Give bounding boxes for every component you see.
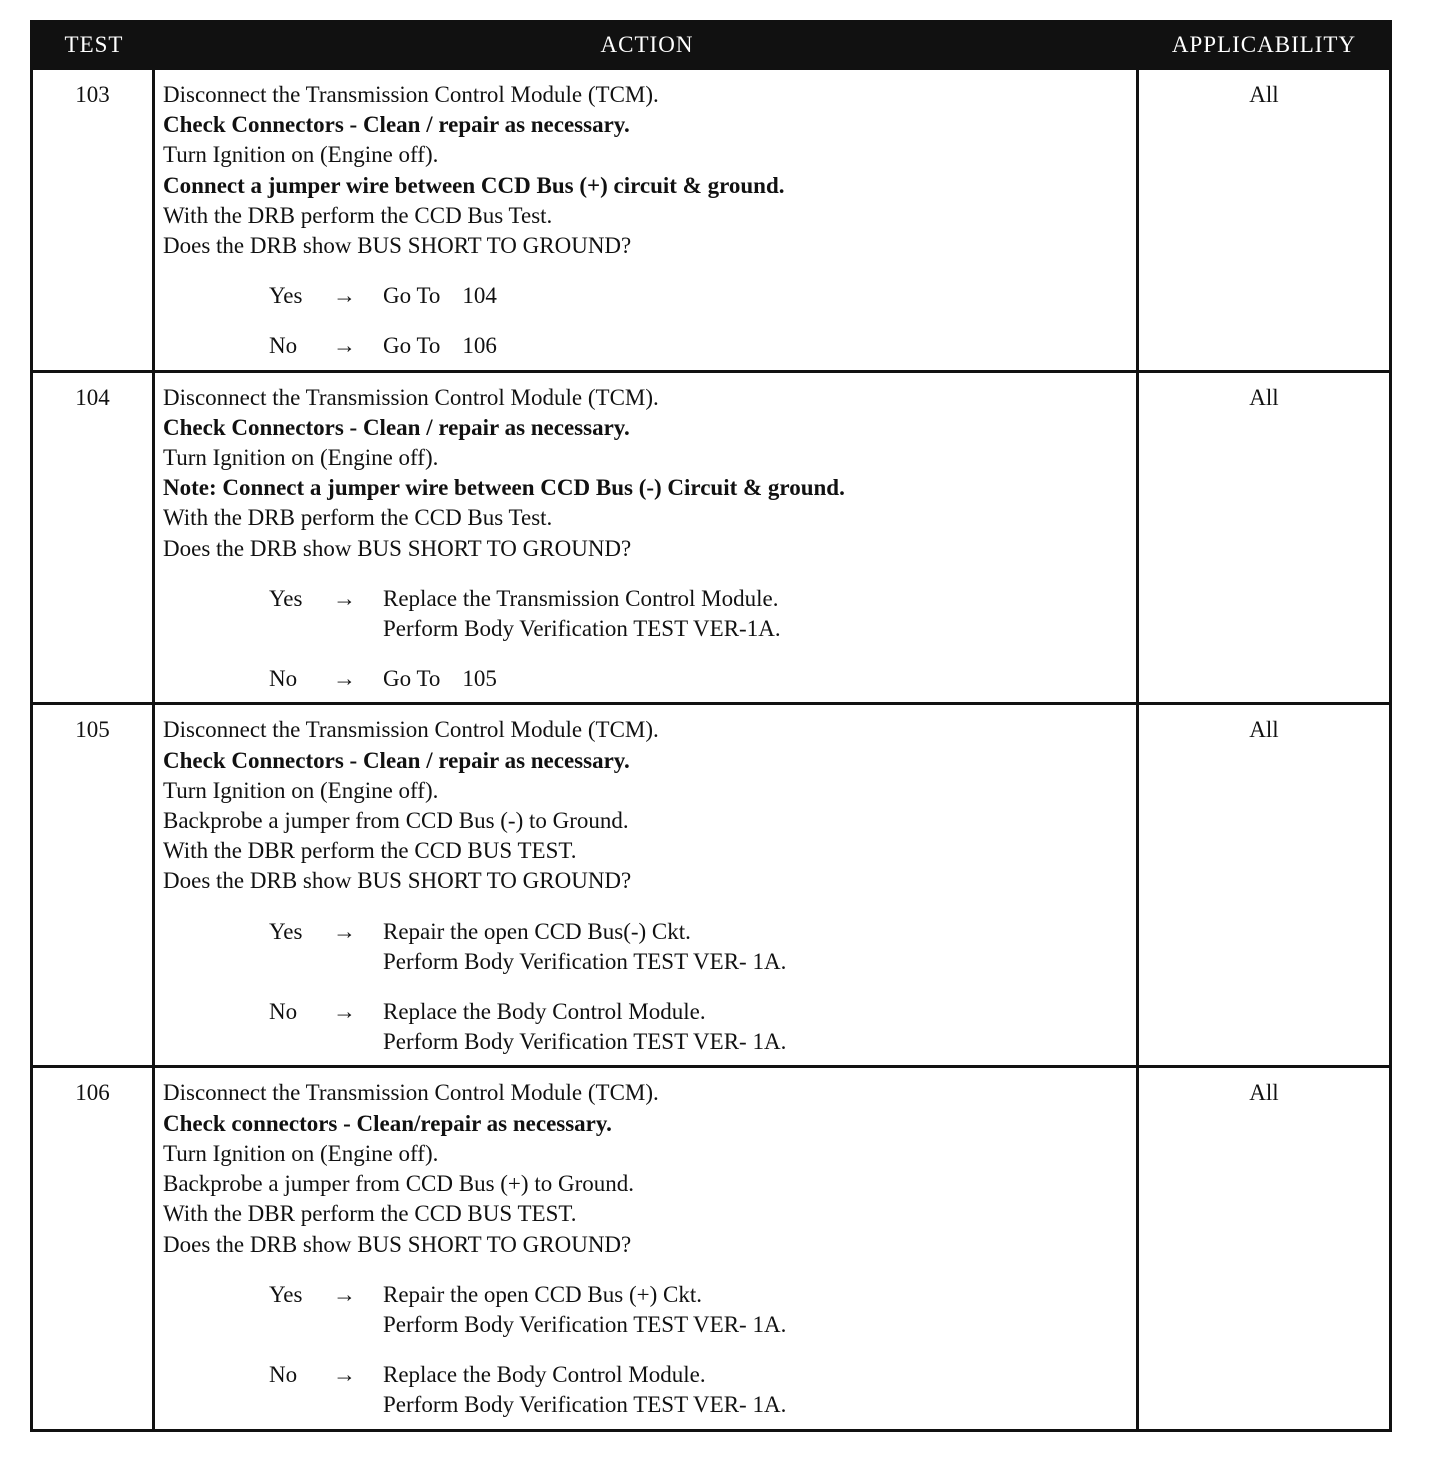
action-step: Does the DRB show BUS SHORT TO GROUND?: [163, 868, 632, 894]
goto-test-number: 105: [462, 666, 497, 692]
branch-result: [383, 584, 1136, 644]
branch-result: [383, 917, 1136, 977]
action-step: Does the DRB show BUS SHORT TO GROUND?: [163, 1231, 632, 1257]
action-step-bold: Note: Connect a jumper wire between CCD Bus (-) Circuit & ground.: [163, 475, 845, 501]
branch-result: [383, 1360, 1136, 1420]
branch-result: [383, 997, 1136, 1057]
applicability-value: All: [1249, 1080, 1279, 1106]
yes-branch: [163, 917, 1136, 977]
table-row: [33, 370, 1389, 703]
action-step: With the DBR perform the CCD BUS TEST.: [163, 838, 577, 864]
arrow-right-icon: →: [333, 918, 356, 944]
arrow-right-icon: →: [333, 283, 356, 309]
no-branch: [163, 997, 1136, 1057]
result-line: Perform Body Verification TEST VER- 1A.: [383, 948, 787, 974]
goto-label: Go To: [383, 283, 441, 309]
action-step: With the DRB perform the CCD Bus Test.: [163, 202, 553, 228]
yes-branch: [163, 1280, 1136, 1340]
result-line: Replace the Transmission Control Module.: [383, 585, 779, 611]
header-action: ACTION: [600, 32, 694, 57]
test-number: 106: [33, 1068, 155, 1428]
arrow-right-icon: →: [333, 333, 356, 359]
yes-branch: [163, 281, 1136, 311]
goto-label: Go To: [383, 666, 441, 692]
action-step: Turn Ignition on (Engine off).: [163, 445, 439, 471]
result-line: Repair the open CCD Bus(-) Ckt.: [383, 918, 691, 944]
applicability-value: All: [1249, 717, 1279, 743]
test-number: 103: [33, 70, 155, 370]
action-cell: [155, 373, 1139, 703]
action-step-bold: Check Connectors - Clean / repair as necessary.: [163, 414, 630, 440]
branch-answer: Yes: [269, 585, 303, 611]
action-step: Disconnect the Transmission Control Module (TCM).: [163, 82, 659, 107]
action-cell: [155, 1068, 1139, 1428]
no-branch: [163, 1360, 1136, 1420]
table-row: [33, 1065, 1389, 1428]
branch-answer: No: [269, 1362, 298, 1388]
goto-test-number: 104: [462, 283, 497, 309]
branch-answer: No: [269, 999, 298, 1025]
result-line: Repair the open CCD Bus (+) Ckt.: [383, 1281, 702, 1307]
result-line: Replace the Body Control Module.: [383, 999, 706, 1025]
action-step: Turn Ignition on (Engine off).: [163, 1140, 439, 1166]
yes-branch: [163, 584, 1136, 644]
action-step-bold: Check Connectors - Clean / repair as necessary.: [163, 112, 630, 138]
branch-result: [383, 664, 1136, 694]
branch-answer: No: [269, 666, 298, 692]
branch-answer: Yes: [269, 918, 303, 944]
result-line: Perform Body Verification TEST VER- 1A.: [383, 1029, 787, 1055]
action-step-bold: Check connectors - Clean/repair as necessary.: [163, 1110, 612, 1136]
goto-label: Go To: [383, 333, 441, 359]
branch-result: [383, 331, 1136, 361]
action-step: Turn Ignition on (Engine off).: [163, 142, 439, 168]
table-header: [33, 23, 1389, 67]
test-number: 105: [33, 705, 155, 1065]
branch-result: [383, 1280, 1136, 1340]
table-row: [33, 702, 1389, 1065]
action-step: Turn Ignition on (Engine off).: [163, 777, 439, 803]
result-line: Replace the Body Control Module.: [383, 1362, 706, 1388]
result-line: Perform Body Verification TEST VER-1A.: [383, 616, 781, 642]
action-step: With the DRB perform the CCD Bus Test.: [163, 505, 553, 531]
arrow-right-icon: →: [333, 585, 356, 611]
no-branch: [163, 331, 1136, 361]
action-step: Disconnect the Transmission Control Module (TCM).: [163, 717, 659, 743]
branch-result: [383, 281, 1136, 311]
no-branch: [163, 664, 1136, 694]
arrow-right-icon: →: [333, 1281, 356, 1307]
action-step: With the DBR perform the CCD BUS TEST.: [163, 1201, 577, 1227]
action-cell: [155, 70, 1139, 370]
table-body: [33, 67, 1389, 1429]
goto-test-number: 106: [462, 333, 497, 359]
arrow-right-icon: →: [333, 999, 356, 1025]
header-test: TEST: [64, 32, 124, 57]
arrow-right-icon: →: [333, 1362, 356, 1388]
applicability-value: All: [1249, 384, 1279, 410]
action-step: Disconnect the Transmission Control Module (TCM).: [163, 1080, 659, 1106]
header-applicability: APPLICABILITY: [1171, 32, 1357, 57]
action-step: Does the DRB show BUS SHORT TO GROUND?: [163, 535, 632, 561]
action-cell: [155, 705, 1139, 1065]
applicability-value: All: [1249, 82, 1279, 107]
branch-answer: Yes: [269, 1281, 303, 1307]
action-step: Backprobe a jumper from CCD Bus (+) to Ground.: [163, 1171, 634, 1197]
table-row: [33, 67, 1389, 370]
test-number: 104: [33, 373, 155, 703]
branch-answer: Yes: [269, 283, 303, 309]
result-line: Perform Body Verification TEST VER- 1A.: [383, 1392, 787, 1418]
action-step-bold: Connect a jumper wire between CCD Bus (+) circuit & ground.: [163, 172, 785, 198]
branch-answer: No: [269, 333, 298, 359]
arrow-right-icon: →: [333, 666, 356, 692]
action-step: Backprobe a jumper from CCD Bus (-) to Ground.: [163, 808, 629, 834]
diagnostic-test-table: [30, 20, 1392, 1432]
action-step: Disconnect the Transmission Control Module (TCM).: [163, 384, 659, 410]
action-step: Does the DRB show BUS SHORT TO GROUND?: [163, 233, 632, 259]
action-step-bold: Check Connectors - Clean / repair as necessary.: [163, 747, 630, 773]
result-line: Perform Body Verification TEST VER- 1A.: [383, 1311, 787, 1337]
